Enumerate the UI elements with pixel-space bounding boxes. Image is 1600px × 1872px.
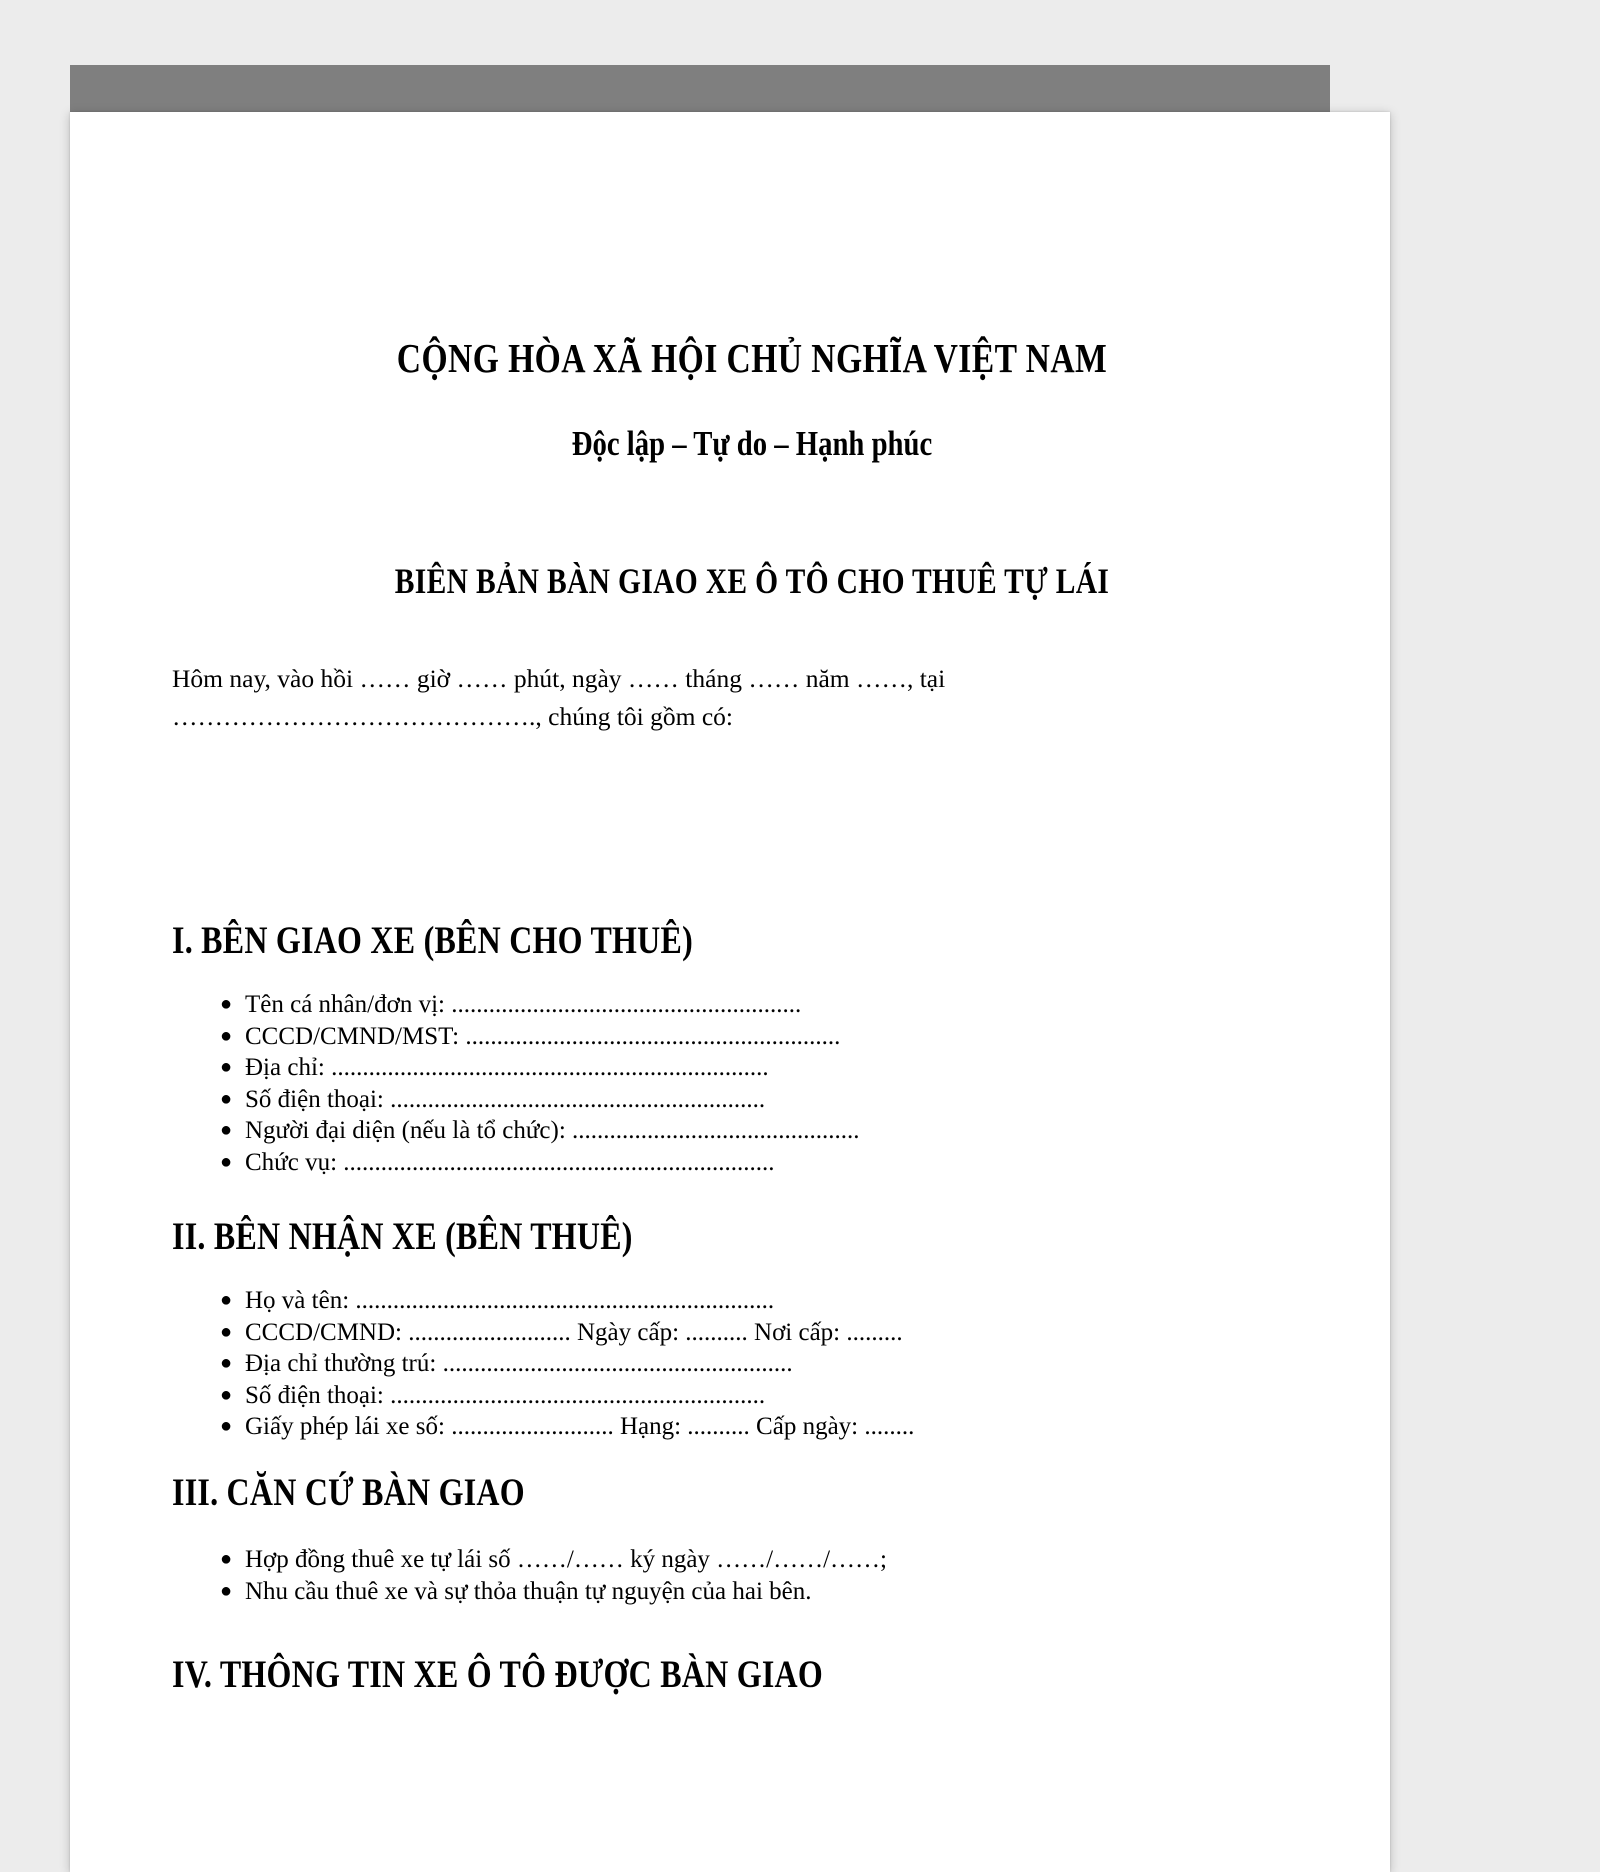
list-item-label: Số điện thoại: ............................................................ <box>245 1085 766 1113</box>
bullet-icon: ● <box>220 1383 233 1406</box>
list-item <box>220 1052 860 1084</box>
list-item-label: Họ và tên: ................................................................... <box>245 1287 775 1314</box>
national-motto: Độc lập – Tự do – Hạnh phúc <box>571 424 933 463</box>
section-heading-i: I. BÊN GIAO XE (BÊN CHO THUÊ) <box>172 919 693 962</box>
list-item <box>220 1576 887 1608</box>
list-item <box>220 1380 914 1412</box>
page-header-bar <box>70 65 1330 113</box>
document-page <box>70 112 1390 1872</box>
bullet-icon: ● <box>220 1087 233 1110</box>
list-item <box>220 1317 914 1349</box>
list-item-label: Tên cá nhân/đơn vị: ........................................................ <box>245 991 802 1018</box>
bullet-icon: ● <box>220 1548 233 1570</box>
intro-line-1: Hôm nay, vào hồi …… giờ …… phút, ngày …… tháng …… năm ……, tại <box>172 664 946 693</box>
list-item <box>220 1285 914 1317</box>
list-item-label: Hợp đồng thuê xe tự lái số ……/…… ký ngày ……/……/……; <box>245 1546 888 1573</box>
section-heading-iii: III. CĂN CỨ BÀN GIAO <box>172 1471 525 1514</box>
section-heading-ii: II. BÊN NHẬN XE (BÊN THUÊ) <box>172 1215 633 1258</box>
section-i-item-list <box>220 989 860 1178</box>
list-item-label: Số điện thoại: ............................................................ <box>245 1381 766 1409</box>
intro-line-2: ……………………………………., chúng tôi gồm có: <box>172 702 733 731</box>
list-item-label: CCCD/CMND: .......................... Ngày cấp: .......... Nơi cấp: ......... <box>245 1318 903 1346</box>
bullet-icon: ● <box>220 1119 233 1141</box>
list-item <box>220 989 860 1021</box>
list-item-label: Địa chỉ thường trú: ........................................................ <box>245 1350 793 1377</box>
list-item-label: Nhu cầu thuê xe và sự thỏa thuận tự nguyện của hai bên. <box>245 1577 812 1605</box>
bullet-icon: ● <box>220 1289 233 1311</box>
bullet-icon: ● <box>220 1415 233 1437</box>
intro-paragraph <box>172 660 972 736</box>
list-item <box>220 1411 914 1443</box>
bullet-icon: ● <box>220 1024 233 1047</box>
list-item <box>220 1348 914 1380</box>
bullet-icon: ● <box>220 1320 233 1343</box>
list-item <box>220 1115 860 1147</box>
bullet-icon: ● <box>220 1150 233 1173</box>
list-item-label: Người đại diện (nếu là tổ chức): .............................................. <box>245 1117 860 1144</box>
section-iii-item-list <box>220 1544 887 1607</box>
bullet-icon: ● <box>220 1352 233 1374</box>
list-item-label: Giấy phép lái xe số: .......................... Hạng: .......... Cấp ngày: ........ <box>245 1413 915 1440</box>
section-ii-item-list <box>220 1285 914 1443</box>
list-item-label: Địa chỉ: ...................................................................... <box>245 1054 769 1081</box>
bullet-icon: ● <box>220 1579 233 1602</box>
national-title: CỘNG HÒA XÃ HỘI CHỦ NGHĨA VIỆT NAM <box>396 335 1108 381</box>
bullet-icon: ● <box>220 993 233 1015</box>
list-item <box>220 1147 860 1179</box>
list-item <box>220 1084 860 1116</box>
bullet-icon: ● <box>220 1056 233 1078</box>
list-item <box>220 1544 887 1576</box>
list-item-label: Chức vụ: ..................................................................... <box>245 1148 775 1176</box>
document-title: BIÊN BẢN BÀN GIAO XE Ô TÔ CHO THUÊ TỰ LÁI <box>394 561 1110 601</box>
section-heading-iv: IV. THÔNG TIN XE Ô TÔ ĐƯỢC BÀN GIAO <box>172 1653 824 1696</box>
list-item-label: CCCD/CMND/MST: ............................................................ <box>245 1022 841 1050</box>
document-text-column <box>172 112 1332 1872</box>
list-item <box>220 1021 860 1053</box>
